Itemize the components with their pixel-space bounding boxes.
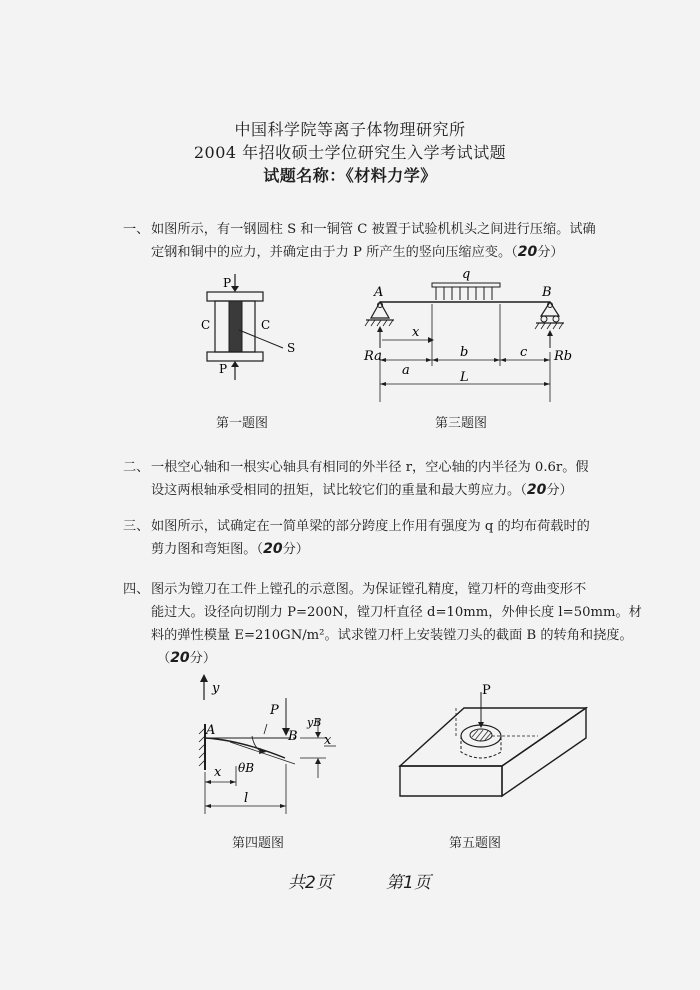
question-number: 三、 [123,519,150,534]
question-line: 剪力图和弯矩图。（ [151,542,264,557]
question-number: 一、 [123,222,150,237]
label-theta-b: θB [238,761,255,775]
question-line: 定钢和铜中的应力，并确定由于力 P 所产生的竖向压缩应变。（ [151,245,518,260]
label-rb: Rb [554,349,573,364]
figure-5-caption: 第五题图 [449,836,502,851]
question-3 [123,515,683,563]
question-line: 如图所示，有一钢圆柱 S 和一铜管 C 被置于试验机机头之间进行压缩。试确 [151,222,596,237]
subject-title: 试题名称：《材料力学》 [263,166,437,185]
figure-5-diagram [396,680,596,810]
figure-1-caption: 第一题图 [216,416,269,431]
label-b-point: B [288,729,298,744]
figure-3-diagram [360,266,575,408]
label-yb: yB [307,716,322,729]
figure-4-diagram [190,672,340,822]
question-line: 如图所示，试确定在一简单梁的部分跨度上作用有强度为 q 的均布荷载时的 [151,519,590,534]
label-x-axis: x [324,733,332,748]
label-a-end: A [374,285,384,300]
question-line: 设这两根轴承受相同的扭矩，试比较它们的重量和最大剪应力。（ [151,483,527,498]
score-suffix: 分） [189,651,217,666]
footer-page-number: 第1页 [386,873,431,893]
question-1 [123,218,683,266]
figure-1-diagram [195,272,315,384]
label-x-dim: x [214,765,222,780]
score: 20 [526,482,547,498]
label-b-end: B [542,285,552,300]
label-p: P [270,703,279,718]
question-4 [123,578,683,670]
label-a-point: A [206,723,216,738]
question-number: 二、 [123,460,150,475]
label-p-bottom: P [219,362,228,376]
label-l-dim: l [244,791,249,806]
label-ra: Ra [364,349,382,364]
question-2 [123,456,683,504]
score-suffix: 分） [546,483,573,498]
score: 20 [170,650,190,666]
label-q: q [462,267,471,282]
score: 20 [263,541,283,557]
score-suffix: 分） [537,245,564,260]
score: 20 [517,244,538,260]
question-line: 一根空心轴和一根实心轴具有相同的外半径 r，空心轴的内半径为 0.6r。假 [151,460,589,475]
figure-4-caption: 第四题图 [232,836,285,851]
question-line: （ [157,651,171,666]
figure-3-caption: 第三题图 [435,416,488,431]
institute-title: 中国科学院等离子体物理研究所 [234,120,466,139]
label-p-top: P [223,276,232,290]
label-dim-c: c [520,345,528,360]
exam-header [0,118,700,187]
footer-total-pages: 共2页 [288,873,333,893]
question-line: 料的弹性模量 E=210GN/m²。试求镗刀杆上安装镗刀头的截面 B 的转角和挠度。 [151,628,633,643]
question-number: 四、 [123,582,150,597]
label-dim-l: L [460,370,469,385]
label-x: x [412,325,420,340]
question-line: 图示为镗刀在工件上镗孔的示意图。为保证镗孔精度，镗刀杆的弯曲变形不 [151,582,587,597]
label-c-left: C [201,318,211,332]
question-line: 能过大。设径向切削力 P=200N，镗刀杆直径 d=10mm，外伸长度 l=50mm。材 [151,605,642,620]
label-s: S [287,341,296,355]
label-c-right: C [261,318,271,332]
exam-title: 2004 年招收硕士学位研究生入学考试试题 [193,143,507,162]
label-dim-b: b [460,345,469,360]
score-suffix: 分） [282,542,309,557]
label-y-axis: y [212,681,220,696]
label-p: P [482,683,491,698]
label-dim-a: a [402,363,410,378]
